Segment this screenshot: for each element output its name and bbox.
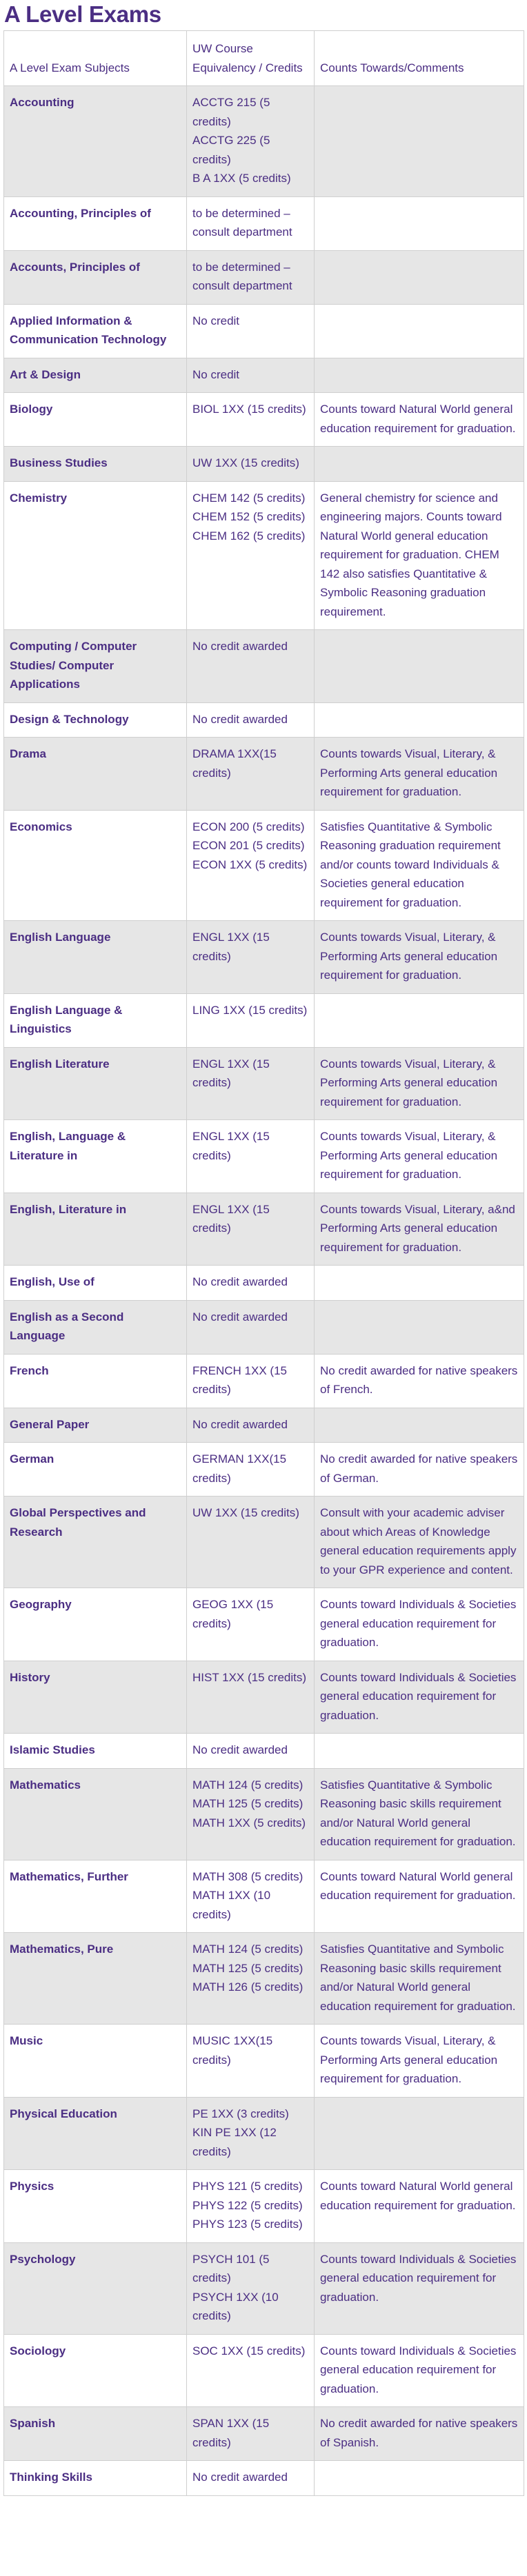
credit-line: PSYCH 1XX (10 credits) (192, 2290, 279, 2322)
table-row (4, 2025, 524, 2098)
subject-cell: Music (4, 2025, 187, 2098)
credits-cell (187, 1408, 315, 1443)
table-row (4, 810, 524, 921)
table-row (4, 1354, 524, 1408)
credit-line: to be determined – consult department (192, 260, 292, 292)
exam-equivalency-table (3, 30, 524, 2496)
subject-cell: Mathematics (4, 1768, 187, 1860)
comments-cell (315, 196, 524, 250)
credit-line: MATH 1XX (5 credits) (192, 1816, 306, 1829)
comments-cell: Satisfies Quantitative & Symbolic Reasoning graduation requirement and/or counts toward Individuals & Societies general education requirement for graduation. (315, 810, 524, 921)
comments-cell: Counts towards Visual, Literary, & Performing Arts general education requirement for graduation. (315, 738, 524, 811)
subject-cell: Applied Information & Communication Technology (4, 304, 187, 358)
credits-cell (187, 1588, 315, 1661)
subject-cell: Economics (4, 810, 187, 921)
subject-cell: Sociology (4, 2334, 187, 2407)
table-row (4, 250, 524, 304)
table-row (4, 358, 524, 393)
comments-cell (315, 702, 524, 738)
comments-cell (315, 1408, 524, 1443)
credit-line: MATH 1XX (10 credits) (192, 1889, 271, 1921)
comments-cell: Counts towards Visual, Literary, & Performing Arts general education requirement for graduation. (315, 2025, 524, 2098)
credit-line: No credit awarded (192, 1275, 288, 1288)
credits-cell (187, 250, 315, 304)
credit-line: No credit awarded (192, 712, 288, 726)
table-row (4, 86, 524, 197)
subject-cell: Physical Education (4, 2097, 187, 2170)
credits-cell (187, 1860, 315, 1933)
credits-cell (187, 358, 315, 393)
header-row (4, 31, 524, 86)
comments-cell: Counts toward Individuals & Societies general education requirement for graduation. (315, 1588, 524, 1661)
table-row (4, 2170, 524, 2243)
credit-line: UW 1XX (15 credits) (192, 1506, 299, 1519)
subject-cell: Art & Design (4, 358, 187, 393)
credits-cell (187, 304, 315, 358)
credits-cell (187, 1193, 315, 1266)
comments-cell: Satisfies Quantitative & Symbolic Reasoning basic skills requirement and/or Natural World general education requirement for graduation. (315, 1768, 524, 1860)
credits-cell (187, 1497, 315, 1588)
column-header-subject: A Level Exam Subjects (4, 31, 187, 86)
comments-cell: No credit awarded for native speakers of Spanish. (315, 2407, 524, 2461)
subject-cell: Accounts, Principles of (4, 250, 187, 304)
credit-line: No credit awarded (192, 2471, 288, 2484)
subject-cell: General Paper (4, 1408, 187, 1443)
subject-cell: Physics (4, 2170, 187, 2243)
table-row (4, 1443, 524, 1497)
table-row (4, 2242, 524, 2334)
credits-cell (187, 2242, 315, 2334)
credits-cell (187, 1300, 315, 1354)
credit-line: ECON 1XX (5 credits) (192, 858, 308, 871)
table-row (4, 304, 524, 358)
table-row (4, 993, 524, 1047)
credit-line: DRAMA 1XX(15 credits) (192, 747, 277, 780)
credits-cell (187, 196, 315, 250)
credit-line: ENGL 1XX (15 credits) (192, 931, 270, 963)
comments-cell (315, 2097, 524, 2170)
credits-cell (187, 1266, 315, 1301)
comments-cell: No credit awarded for native speakers of German. (315, 1443, 524, 1497)
comments-cell: Counts toward Individuals & Societies general education requirement for graduation. (315, 2334, 524, 2407)
subject-cell: English, Literature in (4, 1193, 187, 1266)
subject-cell: Business Studies (4, 447, 187, 482)
comments-cell (315, 1734, 524, 1769)
credit-line: SPAN 1XX (15 credits) (192, 2417, 270, 2449)
credits-cell (187, 1120, 315, 1193)
table-row (4, 1497, 524, 1588)
comments-cell (315, 2461, 524, 2496)
credits-cell (187, 1734, 315, 1769)
table-row (4, 393, 524, 447)
credit-line: MATH 124 (5 credits) (192, 1943, 304, 1956)
table-row (4, 1768, 524, 1860)
subject-cell: Spanish (4, 2407, 187, 2461)
credits-cell (187, 2334, 315, 2407)
subject-cell: Mathematics, Further (4, 1860, 187, 1933)
comments-cell: No credit awarded for native speakers of French. (315, 1354, 524, 1408)
credits-cell (187, 702, 315, 738)
credit-line: ACCTG 225 (5 credits) (192, 134, 270, 166)
credit-line: KIN PE 1XX (12 credits) (192, 2126, 277, 2158)
comments-cell: Satisfies Quantitative and Symbolic Reasoning basic skills requirement and/or Natural World general education requirement for graduation. (315, 1933, 524, 2025)
comments-cell (315, 250, 524, 304)
credit-line: to be determined – consult department (192, 206, 292, 239)
credits-cell (187, 993, 315, 1047)
comments-cell (315, 630, 524, 703)
table-row (4, 1193, 524, 1266)
credit-line: GEOG 1XX (15 credits) (192, 1598, 274, 1630)
credit-line: ENGL 1XX (15 credits) (192, 1057, 270, 1089)
credit-line: HIST 1XX (15 credits) (192, 1670, 307, 1684)
credits-cell (187, 393, 315, 447)
comments-cell: Counts toward Individuals & Societies general education requirement for graduation. (315, 2242, 524, 2334)
table-row (4, 2097, 524, 2170)
subject-cell: Geography (4, 1588, 187, 1661)
comments-cell (315, 304, 524, 358)
subject-cell: English, Use of (4, 1266, 187, 1301)
credit-line: PHYS 121 (5 credits) (192, 2180, 303, 2193)
subject-cell: English, Language & Literature in (4, 1120, 187, 1193)
subject-cell: English as a Second Language (4, 1300, 187, 1354)
table-row (4, 630, 524, 703)
credit-line: PSYCH 101 (5 credits) (192, 2252, 270, 2284)
subject-cell: English Language & Linguistics (4, 993, 187, 1047)
credits-cell (187, 1047, 315, 1120)
credit-line: CHEM 162 (5 credits) (192, 529, 306, 542)
subject-cell: Computing / Computer Studies/ Computer Applications (4, 630, 187, 703)
subject-cell: Global Perspectives and Research (4, 1497, 187, 1588)
subject-cell: Thinking Skills (4, 2461, 187, 2496)
credit-line: FRENCH 1XX (15 credits) (192, 1363, 287, 1396)
table-row (4, 1734, 524, 1769)
credit-line: LING 1XX (15 credits) (192, 1003, 308, 1017)
table-row (4, 738, 524, 811)
credit-line: ENGL 1XX (15 credits) (192, 1202, 270, 1235)
comments-cell: Counts toward Natural World general education requirement for graduation. (315, 2170, 524, 2243)
credits-cell (187, 481, 315, 630)
subject-cell: English Language (4, 921, 187, 994)
credits-cell (187, 2407, 315, 2461)
credit-line: ECON 201 (5 credits) (192, 839, 305, 852)
credits-cell (187, 2461, 315, 2496)
credit-line: ACCTG 215 (5 credits) (192, 96, 270, 128)
credit-line: No credit awarded (192, 1743, 288, 1756)
credit-line: No credit awarded (192, 640, 288, 653)
credits-cell (187, 2170, 315, 2243)
comments-cell: Counts toward Natural World general education requirement for graduation. (315, 1860, 524, 1933)
credit-line: MATH 126 (5 credits) (192, 1980, 304, 1994)
table-header (4, 31, 524, 86)
credit-line: PHYS 123 (5 credits) (192, 2218, 303, 2231)
credit-line: MATH 124 (5 credits) (192, 1778, 304, 1792)
column-header-credits: UW Course Equivalency / Credits (187, 31, 315, 86)
credits-cell (187, 1933, 315, 2025)
comments-cell (315, 358, 524, 393)
credit-line: ENGL 1XX (15 credits) (192, 1130, 270, 1162)
credit-line: GERMAN 1XX(15 credits) (192, 1452, 287, 1485)
credit-line: CHEM 142 (5 credits) (192, 491, 306, 505)
page-title: A Level Exams (4, 1, 161, 27)
table-row (4, 1408, 524, 1443)
credit-line: MATH 125 (5 credits) (192, 1797, 304, 1810)
subject-cell: Psychology (4, 2242, 187, 2334)
table-row (4, 2407, 524, 2461)
credit-line: No credit (192, 367, 240, 381)
credit-line: MATH 125 (5 credits) (192, 1961, 304, 1975)
table-row (4, 1120, 524, 1193)
comments-cell: Counts toward Natural World general education requirement for graduation. (315, 393, 524, 447)
comments-cell (315, 447, 524, 482)
credits-cell (187, 738, 315, 811)
table-row (4, 1588, 524, 1661)
credits-cell (187, 921, 315, 994)
comments-cell: Counts towards Visual, Literary, a&nd Performing Arts general education requirement for graduation. (315, 1193, 524, 1266)
credits-cell (187, 447, 315, 482)
credits-cell (187, 2097, 315, 2170)
table-row (4, 2461, 524, 2496)
credits-cell (187, 86, 315, 197)
table-row (4, 447, 524, 482)
subject-cell: Islamic Studies (4, 1734, 187, 1769)
credits-cell (187, 1768, 315, 1860)
credits-cell (187, 1354, 315, 1408)
comments-cell (315, 993, 524, 1047)
table-row (4, 1933, 524, 2025)
table-row (4, 196, 524, 250)
credit-line: CHEM 152 (5 credits) (192, 510, 306, 523)
credits-cell (187, 1661, 315, 1734)
table-row (4, 921, 524, 994)
table-row (4, 481, 524, 630)
credits-cell (187, 630, 315, 703)
credits-cell (187, 810, 315, 921)
comments-cell (315, 86, 524, 197)
table-row (4, 1860, 524, 1933)
subject-cell: German (4, 1443, 187, 1497)
comments-cell: Consult with your academic adviser about which Areas of Knowledge general education requirements apply to your GPR experience and content. (315, 1497, 524, 1588)
table-row (4, 2334, 524, 2407)
exam-equivalency-table-container (3, 30, 524, 2496)
credit-line: SOC 1XX (15 credits) (192, 2344, 306, 2357)
comments-cell (315, 1266, 524, 1301)
column-header-comments: Counts Towards/Comments (315, 31, 524, 86)
credit-line: BIOL 1XX (15 credits) (192, 403, 306, 416)
comments-cell (315, 1300, 524, 1354)
subject-cell: Accounting (4, 86, 187, 197)
comments-cell: Counts towards Visual, Literary, & Performing Arts general education requirement for graduation. (315, 921, 524, 994)
subject-cell: History (4, 1661, 187, 1734)
table-row (4, 1661, 524, 1734)
comments-cell: Counts toward Individuals & Societies general education requirement for graduation. (315, 1661, 524, 1734)
subject-cell: Drama (4, 738, 187, 811)
credit-line: MUSIC 1XX(15 credits) (192, 2034, 273, 2067)
subject-cell: Accounting, Principles of (4, 196, 187, 250)
credit-line: No credit (192, 314, 240, 327)
credit-line: No credit awarded (192, 1310, 288, 1324)
subject-cell: Mathematics, Pure (4, 1933, 187, 2025)
credit-line: UW 1XX (15 credits) (192, 456, 299, 469)
subject-cell: Biology (4, 393, 187, 447)
subject-cell: Design & Technology (4, 702, 187, 738)
table-row (4, 1300, 524, 1354)
subject-cell: Chemistry (4, 481, 187, 630)
credits-cell (187, 2025, 315, 2098)
credit-line: MATH 308 (5 credits) (192, 1869, 304, 1883)
credit-line: PHYS 122 (5 credits) (192, 2198, 303, 2212)
credits-cell (187, 1443, 315, 1497)
table-body (4, 86, 524, 2496)
credit-line: PE 1XX (3 credits) (192, 2107, 289, 2120)
table-row (4, 1266, 524, 1301)
comments-cell: Counts towards Visual, Literary, & Performing Arts general education requirement for graduation. (315, 1120, 524, 1193)
table-row (4, 702, 524, 738)
comments-cell: General chemistry for science and engineering majors. Counts toward Natural World general education requirement for graduation. CHEM 142 also satisfies Quantitative & Symbolic Reasoning graduation requirement. (315, 481, 524, 630)
subject-cell: French (4, 1354, 187, 1408)
subject-cell: English Literature (4, 1047, 187, 1120)
credit-line: B A 1XX (5 credits) (192, 172, 291, 185)
table-row (4, 1047, 524, 1120)
comments-cell: Counts towards Visual, Literary, & Performing Arts general education requirement for graduation. (315, 1047, 524, 1120)
credit-line: No credit awarded (192, 1417, 288, 1431)
credit-line: ECON 200 (5 credits) (192, 820, 305, 833)
